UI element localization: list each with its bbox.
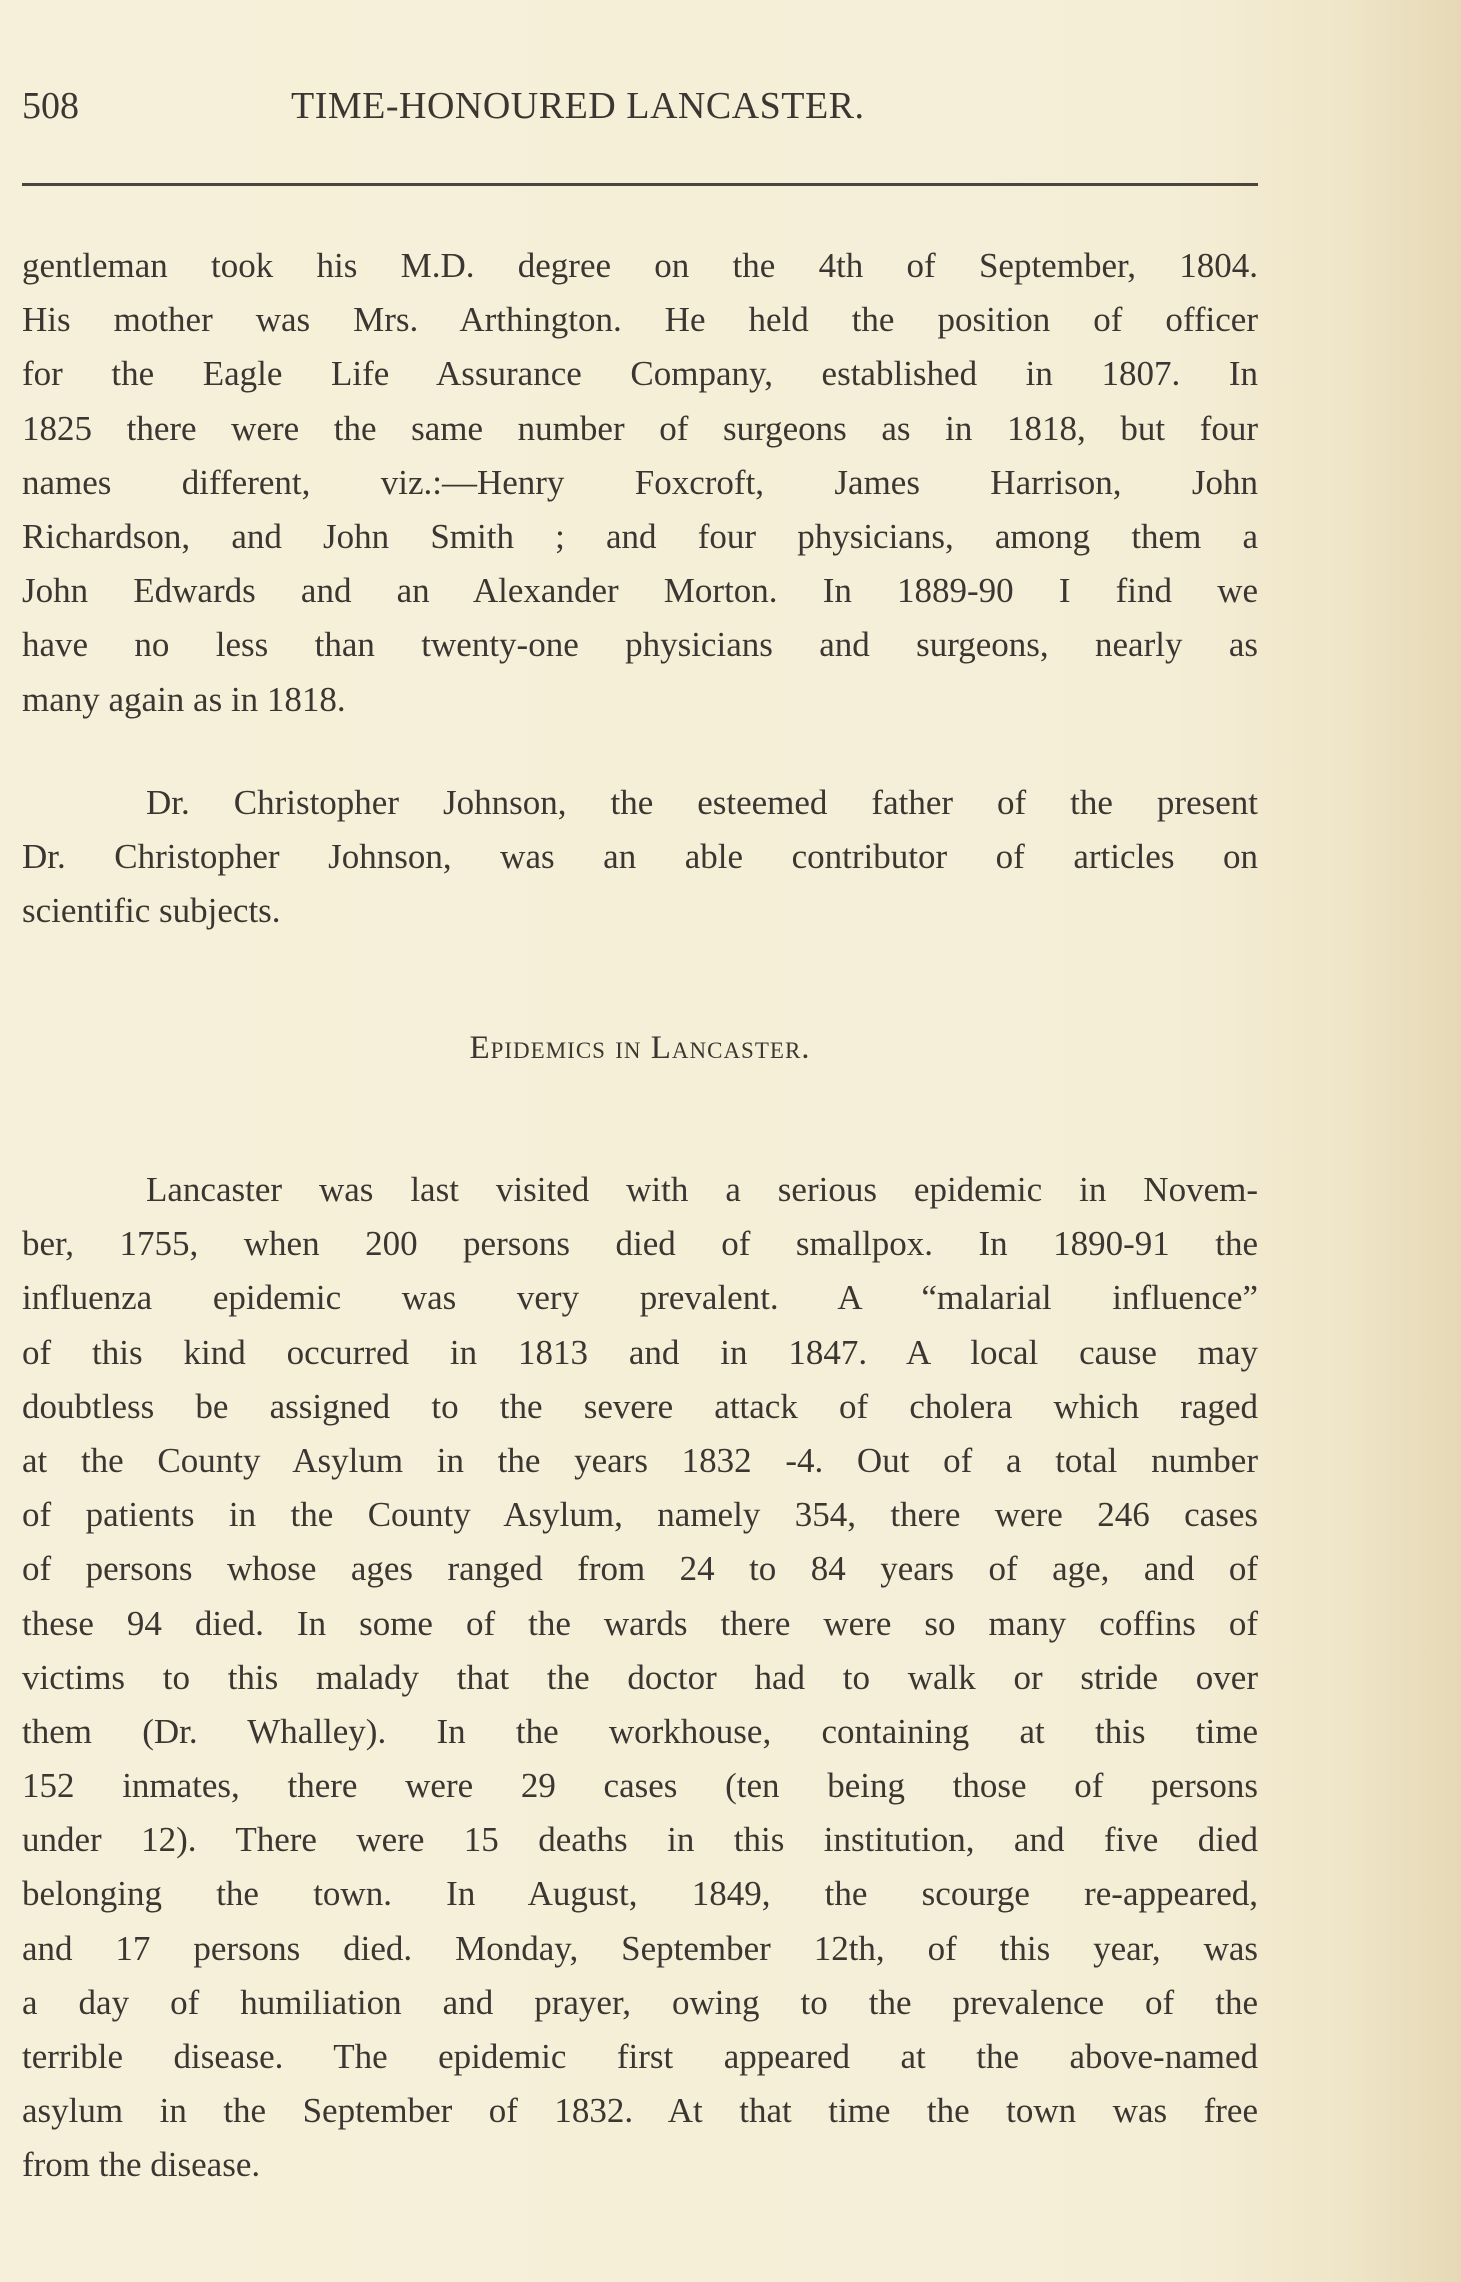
header-rule	[22, 183, 1258, 186]
paragraph-medical-men	[22, 239, 1258, 727]
text-line: John Edwards and an Alexander Morton. In 1889-90 I find we	[22, 571, 1258, 611]
text-line: His mother was Mrs. Arthington. He held the position of officer	[22, 300, 1258, 340]
paragraph-christopher-johnson	[22, 776, 1258, 939]
text-line: scientific subjects.	[22, 891, 281, 931]
text-line: of this kind occurred in 1813 and in 1847. A local cause may	[22, 1332, 1258, 1372]
text-line: 152 inmates, there were 29 cases (ten being those of persons	[22, 1766, 1258, 1806]
text-line: many again as in 1818.	[22, 679, 346, 719]
paragraph-epidemics	[22, 1163, 1258, 2193]
text-line: names different, viz.:—Henry Foxcroft, James Harrison, John	[22, 462, 1258, 502]
text-line: at the County Asylum in the years 1832 -4. Out of a total number	[22, 1440, 1258, 1480]
text-line: them (Dr. Whalley). In the workhouse, containing at this time	[22, 1711, 1258, 1751]
text-line: Dr. Christopher Johnson, the esteemed father of the present	[146, 783, 1258, 822]
text-line: Dr. Christopher Johnson, was an able contributor of articles on	[22, 837, 1258, 877]
text-line: under 12). There were 15 deaths in this institution, and five died	[22, 1820, 1258, 1860]
text-line: and 17 persons died. Monday, September 12th, of this year, was	[22, 1928, 1258, 1968]
text-line: of persons whose ages ranged from 24 to 84 years of age, and of	[22, 1549, 1258, 1589]
section-heading: Epidemics in Lancaster.	[469, 1030, 811, 1066]
text-line: victims to this malady that the doctor had to walk or stride over	[22, 1657, 1258, 1697]
text-line: terrible disease. The epidemic first appeared at the above-named	[22, 2037, 1258, 2076]
page-number: 508	[22, 85, 79, 127]
text-line: asylum in the September of 1832. At that time the town was free	[22, 2091, 1258, 2131]
text-line: from the disease.	[22, 2145, 261, 2185]
text-line: influenza epidemic was very prevalent. A “malarial influence”	[22, 1278, 1258, 1318]
text-line: doubtless be assigned to the severe attack of cholera which raged	[22, 1386, 1258, 1426]
running-title: TIME-HONOURED LANCASTER.	[291, 85, 865, 127]
text-line: have no less than twenty-one physicians and surgeons, nearly as	[22, 625, 1258, 665]
text-line: a day of humiliation and prayer, owing to the prevalence of the	[22, 1982, 1258, 2022]
text-line: belonging the town. In August, 1849, the scourge re-appeared,	[22, 1874, 1258, 1914]
text-line: Richardson, and John Smith ; and four physicians, among them a	[22, 516, 1258, 556]
text-line: Lancaster was last visited with a serious epidemic in Novem-	[146, 1170, 1258, 1209]
text-line: ber, 1755, when 200 persons died of smallpox. In 1890-91 the	[22, 1224, 1258, 1264]
text-line: of patients in the County Asylum, namely 354, there were 246 cases	[22, 1495, 1258, 1535]
text-line: these 94 died. In some of the wards there were so many coffins of	[22, 1603, 1258, 1643]
text-line: 1825 there were the same number of surgeons as in 1818, but four	[22, 408, 1258, 448]
text-line: gentleman took his M.D. degree on the 4th of September, 1804.	[22, 246, 1258, 285]
text-line: for the Eagle Life Assurance Company, established in 1807. In	[22, 354, 1258, 394]
